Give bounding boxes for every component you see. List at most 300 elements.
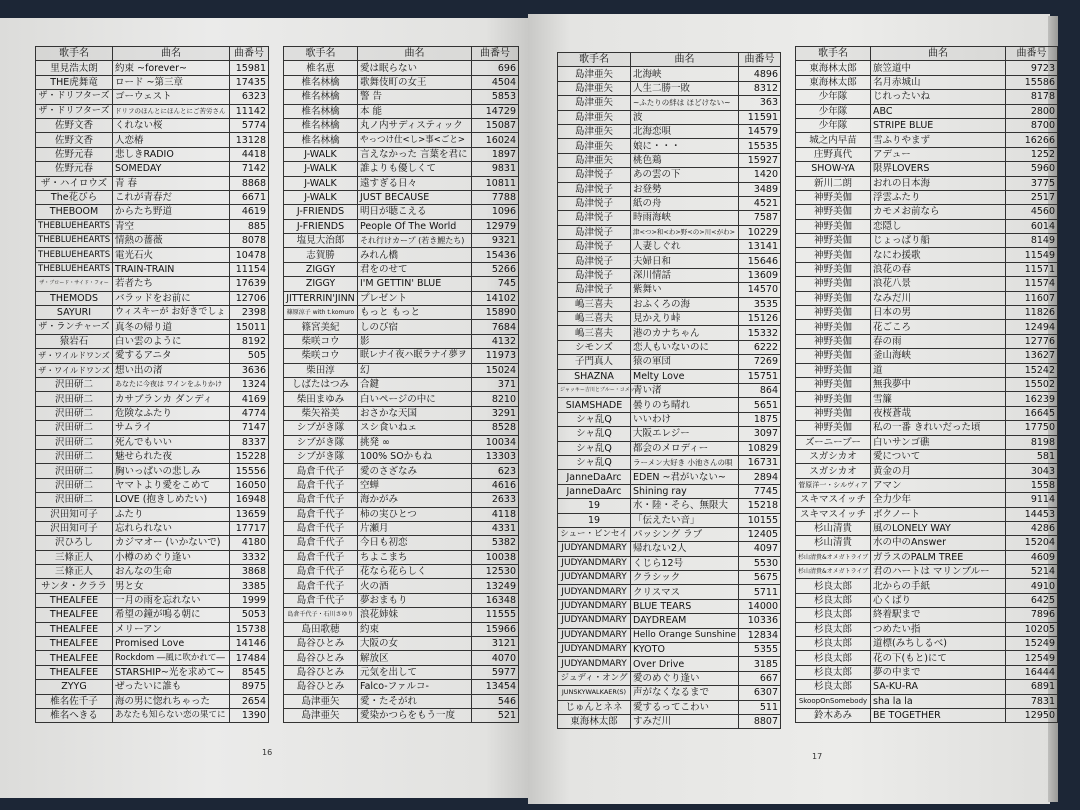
artist-cell: 島倉千代子 (284, 565, 358, 579)
song-title-cell: カジマオー (いかないで) (113, 536, 230, 550)
artist-cell: 島津悦子 (558, 196, 631, 210)
song-number-cell: 8078 (230, 234, 269, 248)
table-row (796, 493, 1058, 507)
table-row (558, 686, 781, 700)
song-number-cell: 13627 (1006, 349, 1058, 363)
song-title-cell: なみだ川 (871, 291, 1006, 305)
table-row (796, 75, 1058, 89)
song-title-cell: ふたり (113, 507, 230, 521)
table-row (36, 75, 269, 89)
song-number-cell: 6014 (1006, 219, 1058, 233)
song-table-4 (795, 46, 1058, 723)
song-title-cell: みれん橋 (358, 248, 472, 262)
song-title-cell: STARSHIP~光を求めて~ (113, 665, 230, 679)
table-row (558, 714, 781, 728)
table-row (284, 651, 519, 665)
artist-cell: 沢田研二 (36, 421, 113, 435)
song-title-cell: くれない桜 (113, 118, 230, 132)
table-row (36, 694, 269, 708)
song-number-cell: 3775 (1006, 176, 1058, 190)
song-number-cell: 7587 (739, 211, 781, 225)
table-row (284, 565, 519, 579)
artist-cell: THEBLUEHEARTS (36, 234, 113, 248)
song-number-cell: 3332 (230, 550, 269, 564)
table-row (796, 622, 1058, 636)
song-number-cell: 12530 (472, 565, 519, 579)
song-title-cell: 誰よりも優しくて (358, 162, 472, 176)
artist-cell: ZIGGY (284, 262, 358, 276)
table-row (558, 240, 781, 254)
artist-cell: 嶋三喜夫 (558, 312, 631, 326)
song-title-cell: 片瀬月 (358, 521, 472, 535)
table-row (558, 124, 781, 138)
song-number-cell: 7147 (230, 421, 269, 435)
song-number-cell: 15966 (472, 622, 519, 636)
song-number-cell: 1875 (739, 412, 781, 426)
table-row (36, 104, 269, 118)
artist-cell: 柴田まゆみ (284, 392, 358, 406)
song-title-cell: すみだ川 (631, 714, 739, 728)
table-row (558, 542, 781, 556)
song-number-cell: 5651 (739, 398, 781, 412)
artist-cell: THEBLUEHEARTS (36, 248, 113, 262)
table-row (284, 277, 519, 291)
artist-cell: ザ・ドリフターズ (36, 104, 113, 118)
song-number-cell: 17717 (230, 521, 269, 535)
song-title-cell: 雪ふりやまず (871, 133, 1006, 147)
song-number-cell: 14000 (739, 599, 781, 613)
table-row (796, 320, 1058, 334)
song-number-cell: 11154 (230, 262, 269, 276)
table-row (558, 599, 781, 613)
table-row (36, 464, 269, 478)
song-number-cell: 15646 (739, 254, 781, 268)
artist-cell: 島津悦子 (558, 283, 631, 297)
song-number-cell: 16948 (230, 493, 269, 507)
artist-cell: 沢田研二 (36, 493, 113, 507)
artist-cell: 志賀勝 (284, 248, 358, 262)
artist-cell: ザ・ブロード・サイド・フォー (36, 277, 113, 291)
song-title-cell: 明日が聴こえる (358, 205, 472, 219)
song-title-cell: 君のハートは マリンブルー (871, 565, 1006, 579)
song-title-cell: Shining ray (631, 484, 739, 498)
table-row (796, 694, 1058, 708)
song-number-cell: 3121 (472, 637, 519, 651)
song-number-cell: 5675 (739, 571, 781, 585)
table-row (558, 369, 781, 383)
artist-cell: ザ・ワイルドワンズ (36, 363, 113, 377)
song-number-cell: 8528 (472, 421, 519, 435)
table-row (284, 507, 519, 521)
table-row (36, 521, 269, 535)
song-number-cell: 4560 (1006, 205, 1058, 219)
song-number-cell: 15024 (472, 363, 519, 377)
song-title-cell: 人恋椿 (113, 133, 230, 147)
song-title-cell: 心くばり (871, 593, 1006, 607)
artist-cell: 神野美伽 (796, 334, 871, 348)
table-row (36, 392, 269, 406)
song-title-cell: 愛について (871, 449, 1006, 463)
artist-cell: 少年隊 (796, 104, 871, 118)
song-title-cell: 100% SOかもね (358, 449, 472, 463)
song-number-cell: 4418 (230, 147, 269, 161)
table-row (796, 464, 1058, 478)
song-title-cell: 紫舞い (631, 283, 739, 297)
song-title-cell: 曇りのち晴れ (631, 398, 739, 412)
artist-cell: 神野美伽 (796, 349, 871, 363)
song-title-cell: いいわけ (631, 412, 739, 426)
song-title-cell: 夢の中まで (871, 665, 1006, 679)
song-number-cell: 696 (472, 61, 519, 75)
artist-cell: 島田歌穂 (284, 622, 358, 636)
table-row (284, 680, 519, 694)
song-title-cell: ヤマトより愛をこめて (113, 478, 230, 492)
song-title-cell: 死んでもいい (113, 435, 230, 449)
table-row (284, 478, 519, 492)
artist-cell: 島倉千代子・石川さゆり (284, 608, 358, 622)
song-title-cell: 「伝えたい音」 (631, 513, 739, 527)
table-row (36, 133, 269, 147)
table-row (558, 168, 781, 182)
song-title-cell: クリスマス (631, 585, 739, 599)
song-title-cell: おふくろの海 (631, 297, 739, 311)
song-number-cell: 14579 (739, 124, 781, 138)
table-row (796, 349, 1058, 363)
song-number-cell: 6323 (230, 90, 269, 104)
table-row (36, 176, 269, 190)
artist-cell: 少年隊 (796, 118, 871, 132)
table-row (558, 585, 781, 599)
song-title-cell: 名月赤城山 (871, 75, 1006, 89)
artist-cell: ズーニーブー (796, 435, 871, 449)
artist-cell: 杉良太郎 (796, 665, 871, 679)
song-title-cell: ボクノート (871, 507, 1006, 521)
table-row (284, 234, 519, 248)
song-title-cell: 真冬の帰り道 (113, 320, 230, 334)
table-row (284, 291, 519, 305)
table-row (36, 565, 269, 579)
song-table-3 (557, 52, 781, 729)
artist-cell: 子門真人 (558, 355, 631, 369)
table-row (796, 90, 1058, 104)
page-number-left: 16 (262, 748, 273, 757)
table-row (558, 196, 781, 210)
table-row (796, 435, 1058, 449)
song-number-cell: 10336 (739, 614, 781, 628)
artist-cell: J-WALK (284, 190, 358, 204)
artist-cell: 沢田研二 (36, 377, 113, 391)
song-title-cell: ドリフのほんとにほんとにご苦労さん (113, 104, 230, 118)
song-number-cell: 623 (472, 464, 519, 478)
artist-cell: 佐野文香 (36, 118, 113, 132)
song-title-cell: 浪花姉妹 (358, 608, 472, 622)
song-number-cell: 4504 (472, 75, 519, 89)
song-number-cell: 1999 (230, 593, 269, 607)
song-number-cell: 11973 (472, 349, 519, 363)
artist-cell: 新川二朗 (796, 176, 871, 190)
table-row (796, 665, 1058, 679)
song-title-cell: 北からの手紙 (871, 579, 1006, 593)
song-title-cell: 花ごころ (871, 320, 1006, 334)
artist-cell: シャ乱Q (558, 427, 631, 441)
song-title-cell: じょっぱり船 (871, 234, 1006, 248)
artist-cell: JUDYANDMARY (558, 643, 631, 657)
song-number-cell: 6671 (230, 190, 269, 204)
table-row (796, 536, 1058, 550)
artist-cell: 杉山清貴&オメガトライブ (796, 550, 871, 564)
artist-cell: 嶋三喜夫 (558, 326, 631, 340)
song-title-cell: Rockdom ―風に吹かれて― (113, 651, 230, 665)
artist-cell: 沢田研二 (36, 478, 113, 492)
song-title-cell: 危険なふたり (113, 406, 230, 420)
song-number-cell: 12950 (1006, 708, 1058, 722)
artist-cell: スガシカオ (796, 464, 871, 478)
header-number: 曲番号 (230, 47, 269, 61)
song-number-cell: 11555 (472, 608, 519, 622)
artist-cell: THEALFEE (36, 608, 113, 622)
table-row (796, 190, 1058, 204)
song-title-cell: 遠すぎる日々 (358, 176, 472, 190)
artist-cell: JUDYANDMARY (558, 599, 631, 613)
table-row (796, 608, 1058, 622)
table-row (558, 254, 781, 268)
table-row (36, 593, 269, 607)
table-row (36, 536, 269, 550)
table-row (796, 248, 1058, 262)
artist-cell: 佐野元春 (36, 162, 113, 176)
song-number-cell: 2633 (472, 493, 519, 507)
song-title-cell: 釜山海峡 (871, 349, 1006, 363)
table-row (796, 104, 1058, 118)
song-number-cell: 4169 (230, 392, 269, 406)
song-number-cell: 5960 (1006, 162, 1058, 176)
table-row (558, 340, 781, 354)
artist-cell: SHAZNA (558, 369, 631, 383)
table-row (36, 349, 269, 363)
song-title-cell: 電光石火 (113, 248, 230, 262)
song-title-cell: 警 告 (358, 90, 472, 104)
table-row (558, 81, 781, 95)
song-title-cell: Falco-ファルコ- (358, 680, 472, 694)
artist-cell: 島倉千代子 (284, 464, 358, 478)
song-title-cell: 声がなくなるまで (631, 686, 739, 700)
song-number-cell: 864 (739, 383, 781, 397)
song-title-cell: BE TOGETHER (871, 708, 1006, 722)
song-title-cell: ロード ~第三章 (113, 75, 230, 89)
song-number-cell: 15981 (230, 61, 269, 75)
artist-cell: 三條正人 (36, 565, 113, 579)
song-number-cell: 885 (230, 219, 269, 233)
table-row (284, 104, 519, 118)
song-title-cell: 眠レナイ夜ハ眠ラナイ夢ヲ (358, 349, 472, 363)
table-row (284, 392, 519, 406)
table-row (284, 133, 519, 147)
song-title-cell: 合鍵 (358, 377, 472, 391)
table-row (796, 306, 1058, 320)
artist-cell: 沢田知可子 (36, 521, 113, 535)
song-title-cell: 深川情話 (631, 268, 739, 282)
song-title-cell: カモメお前なら (871, 205, 1006, 219)
artist-cell: 島倉千代子 (284, 478, 358, 492)
artist-cell: 杉良太郎 (796, 593, 871, 607)
table-row (558, 383, 781, 397)
song-number-cell: 5711 (739, 585, 781, 599)
table-row (558, 571, 781, 585)
song-number-cell: 3291 (472, 406, 519, 420)
song-number-cell: 13249 (472, 579, 519, 593)
artist-cell: スキマスイッチ (796, 493, 871, 507)
artist-cell: 島谷ひとみ (284, 680, 358, 694)
table-row (284, 205, 519, 219)
artist-cell: 神野美伽 (796, 262, 871, 276)
song-title-cell: なにわ援歌 (871, 248, 1006, 262)
artist-cell: シモンズ (558, 340, 631, 354)
artist-cell: 椎名佐千子 (36, 694, 113, 708)
table-row (558, 484, 781, 498)
song-title-cell: ガラスのPALM TREE (871, 550, 1006, 564)
song-title-cell: BLUE TEARS (631, 599, 739, 613)
artist-cell: 東海林太郎 (796, 61, 871, 75)
song-number-cell: 8545 (230, 665, 269, 679)
table-row (558, 657, 781, 671)
song-number-cell: 10155 (739, 513, 781, 527)
song-title-cell: あの雲の下 (631, 168, 739, 182)
artist-cell: JUNSKYWALKAER(S) (558, 686, 631, 700)
artist-cell: 沢田研二 (36, 464, 113, 478)
artist-cell: 神野美伽 (796, 377, 871, 391)
song-number-cell: 3535 (739, 297, 781, 311)
table-row (558, 153, 781, 167)
artist-cell: 神野美伽 (796, 291, 871, 305)
table-header (558, 53, 781, 67)
song-title-cell: 夢おまもり (358, 593, 472, 607)
song-number-cell: 2398 (230, 306, 269, 320)
table-row (796, 392, 1058, 406)
artist-cell: 神野美伽 (796, 190, 871, 204)
artist-cell: ザ・ランチャーズ (36, 320, 113, 334)
artist-cell: 城之内早苗 (796, 133, 871, 147)
song-number-cell: 3043 (1006, 464, 1058, 478)
artist-cell: 庄野真代 (796, 147, 871, 161)
song-title-cell: これが青春だ (113, 190, 230, 204)
song-number-cell: 5774 (230, 118, 269, 132)
song-number-cell: 11549 (1006, 248, 1058, 262)
song-title-cell: STRIPE BLUE (871, 118, 1006, 132)
song-number-cell: 1420 (739, 168, 781, 182)
table-row (284, 464, 519, 478)
song-title-cell: もっと もっと (358, 306, 472, 320)
song-title-cell: 帰れない2人 (631, 542, 739, 556)
table-row (284, 162, 519, 176)
header-number: 曲番号 (1006, 47, 1058, 61)
artist-cell: 杉良太郎 (796, 680, 871, 694)
artist-cell: 杉良太郎 (796, 651, 871, 665)
table-row (796, 363, 1058, 377)
table-row (36, 118, 269, 132)
song-number-cell: 8178 (1006, 90, 1058, 104)
song-number-cell: 13659 (230, 507, 269, 521)
artist-cell: 里見浩太朗 (36, 61, 113, 75)
song-title-cell: 元気を出して (358, 665, 472, 679)
table-row (284, 608, 519, 622)
song-number-cell: 12979 (472, 219, 519, 233)
artist-cell: J-FRIENDS (284, 205, 358, 219)
song-title-cell: 海かがみ (358, 493, 472, 507)
table-row (558, 671, 781, 685)
table-row (284, 708, 519, 722)
artist-cell: 神野美伽 (796, 219, 871, 233)
artist-cell: 鈴木あみ (796, 708, 871, 722)
artist-cell: 東海林太郎 (796, 75, 871, 89)
artist-cell: SHOW-YA (796, 162, 871, 176)
table-row (284, 493, 519, 507)
song-title-cell: 夫婦日和 (631, 254, 739, 268)
table-row (36, 665, 269, 679)
artist-cell: THEBLUEHEARTS (36, 219, 113, 233)
song-title-cell: 幻 (358, 363, 472, 377)
song-number-cell: 12494 (1006, 320, 1058, 334)
song-number-cell: 4331 (472, 521, 519, 535)
artist-cell: 柴咲コウ (284, 334, 358, 348)
artist-cell: 島津悦子 (558, 225, 631, 239)
table-row (558, 67, 781, 81)
artist-cell: ザ・ドリフターズ (36, 90, 113, 104)
header-artist: 歌手名 (796, 47, 871, 61)
song-title-cell: 挑発 ∞ (358, 435, 472, 449)
song-title-cell: 春の雨 (871, 334, 1006, 348)
song-title-cell: 旅笠道中 (871, 61, 1006, 75)
song-title-cell: 今日も初恋 (358, 536, 472, 550)
table-row (796, 521, 1058, 535)
artist-cell: 島津亜矢 (284, 708, 358, 722)
artist-cell: シブがき隊 (284, 435, 358, 449)
song-number-cell: 3185 (739, 657, 781, 671)
table-row (558, 182, 781, 196)
artist-cell: 神野美伽 (796, 248, 871, 262)
song-title-cell: 雪簾 (871, 392, 1006, 406)
song-number-cell: 6307 (739, 686, 781, 700)
song-title-cell: ~ふたりの絆は ほどけない~ (631, 96, 739, 110)
song-title-cell: 水の中のAnswer (871, 536, 1006, 550)
table-row (284, 334, 519, 348)
song-number-cell: 15556 (230, 464, 269, 478)
header-number: 曲番号 (739, 53, 781, 67)
table-row (796, 162, 1058, 176)
song-number-cell: 8868 (230, 176, 269, 190)
song-title-cell: 娘に・・・ (631, 139, 739, 153)
song-number-cell: 363 (739, 96, 781, 110)
table-header (36, 47, 269, 61)
song-title-cell: 見かえり峠 (631, 312, 739, 326)
song-number-cell: 10034 (472, 435, 519, 449)
artist-cell: 神野美伽 (796, 277, 871, 291)
song-title-cell: じれったいね (871, 90, 1006, 104)
artist-cell: JITTERRIN'JINN (284, 291, 358, 305)
song-number-cell: 4070 (472, 651, 519, 665)
song-number-cell: 17484 (230, 651, 269, 665)
table-row (284, 248, 519, 262)
header-song: 曲名 (871, 47, 1006, 61)
artist-cell: 島津亜矢 (558, 110, 631, 124)
song-title-cell: 日本の男 (871, 306, 1006, 320)
table-row (36, 190, 269, 204)
artist-cell: 佐野文香 (36, 133, 113, 147)
table-row (36, 262, 269, 276)
artist-cell: 島津亜矢 (558, 67, 631, 81)
song-title-cell: 終着駅まで (871, 608, 1006, 622)
artist-cell: 神野美伽 (796, 205, 871, 219)
artist-cell: 沢田研二 (36, 435, 113, 449)
